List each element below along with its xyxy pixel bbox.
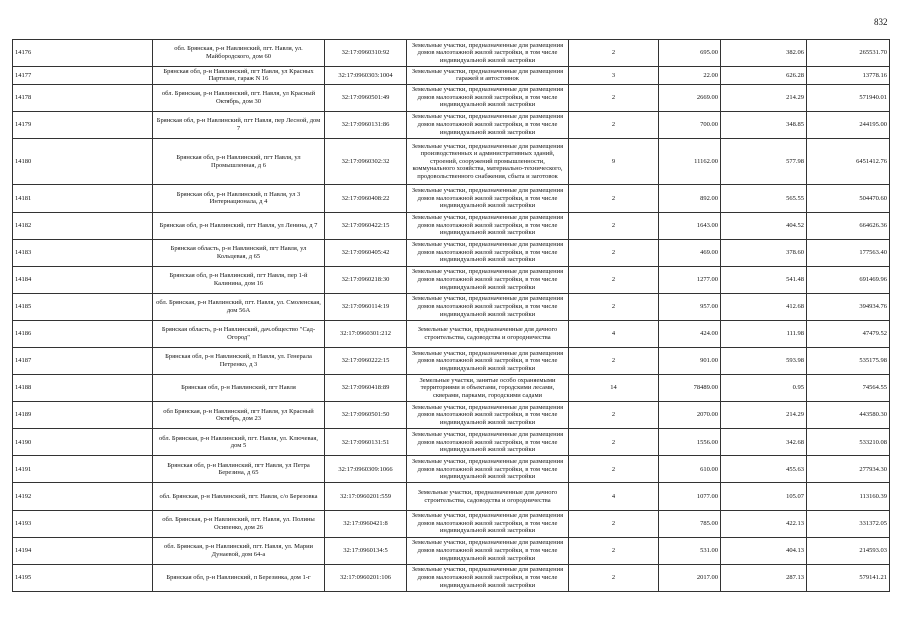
table-row: [13, 40, 890, 67]
address-cell: Брянская обл, р-н Навлинский, пгт Навля, ул Красных Партизан, гараж N 16: [153, 67, 325, 85]
cadastral-number-cell: 32:17:0960134:5: [325, 537, 407, 564]
row-number-cell: 14183: [13, 239, 153, 266]
land-use-cell: Земельные участки, предназначенные для размещения домов малоэтажной жилой застройки, в том числе индивидуальной жилой застройки: [407, 293, 569, 320]
area-cell: 1077.00: [659, 483, 721, 510]
cadastral-value-cell: 664626.36: [807, 212, 890, 239]
address-cell: Брянская обл, р-н Навлинский, пгт Навля, ул Промышленная, д 6: [153, 138, 325, 185]
group-cell: 14: [569, 375, 659, 402]
group-cell: 2: [569, 564, 659, 591]
group-cell: 2: [569, 84, 659, 111]
address-cell: Брянская обл, р-н Навлинский, пгт Навля, пер Лесной, дом 7: [153, 111, 325, 138]
cadastral-value-cell: 6451412.76: [807, 138, 890, 185]
group-cell: 4: [569, 320, 659, 347]
row-number-cell: 14193: [13, 510, 153, 537]
area-cell: 700.00: [659, 111, 721, 138]
address-cell: Брянская обл, р-н Навлинский, п Березинка, дом 1-г: [153, 564, 325, 591]
area-cell: 957.00: [659, 293, 721, 320]
cadastral-number-cell: 32:17:0960114:19: [325, 293, 407, 320]
table-row: [13, 266, 890, 293]
cadastral-value-cell: 13778.16: [807, 67, 890, 85]
area-cell: 785.00: [659, 510, 721, 537]
cadastral-number-cell: 32:17:0960422:15: [325, 212, 407, 239]
table-row: [13, 239, 890, 266]
land-use-cell: Земельные участки, предназначенные для размещения домов малоэтажной жилой застройки, в том числе индивидуальной жилой застройки: [407, 185, 569, 212]
table-row: [13, 293, 890, 320]
area-cell: 2070.00: [659, 402, 721, 429]
address-cell: Брянская обл, р-н Навлинский, пгт Навля, ул Ленина, д 7: [153, 212, 325, 239]
area-cell: 892.00: [659, 185, 721, 212]
group-cell: 2: [569, 429, 659, 456]
table-row: [13, 375, 890, 402]
cadastral-number-cell: 32:17:0960301:212: [325, 320, 407, 347]
row-number-cell: 14186: [13, 320, 153, 347]
specific-value-cell: 214.29: [721, 84, 807, 111]
table-row: [13, 84, 890, 111]
group-cell: 3: [569, 67, 659, 85]
cadastral-value-cell: 265531.70: [807, 40, 890, 67]
group-cell: 2: [569, 293, 659, 320]
row-number-cell: 14178: [13, 84, 153, 111]
specific-value-cell: 0.95: [721, 375, 807, 402]
address-cell: Брянская обл, р-н Навлинский, пгт Навля: [153, 375, 325, 402]
table-row: [13, 138, 890, 185]
specific-value-cell: 626.28: [721, 67, 807, 85]
table-row: [13, 402, 890, 429]
row-number-cell: 14187: [13, 348, 153, 375]
cadastral-number-cell: 32:17:0960131:86: [325, 111, 407, 138]
cadastral-number-cell: 32:17:0960131:51: [325, 429, 407, 456]
table-row: [13, 537, 890, 564]
specific-value-cell: 541.48: [721, 266, 807, 293]
specific-value-cell: 378.60: [721, 239, 807, 266]
specific-value-cell: 404.52: [721, 212, 807, 239]
group-cell: 2: [569, 111, 659, 138]
cadastral-number-cell: 32:17:0960408:22: [325, 185, 407, 212]
cadastral-number-cell: 32:17:0960218:30: [325, 266, 407, 293]
area-cell: 78489.00: [659, 375, 721, 402]
address-cell: обл. Брянская, р-н Навлинский, пгт. Навля, ул. Марии Дунаевой, дом 64-а: [153, 537, 325, 564]
table-row: [13, 483, 890, 510]
row-number-cell: 14188: [13, 375, 153, 402]
row-number-cell: 14195: [13, 564, 153, 591]
area-cell: 1643.00: [659, 212, 721, 239]
cadastral-value-cell: 113160.39: [807, 483, 890, 510]
land-use-cell: Земельные участки, предназначенные для размещения домов малоэтажной жилой застройки, в том числе индивидуальной жилой застройки: [407, 212, 569, 239]
specific-value-cell: 404.13: [721, 537, 807, 564]
address-cell: обл. Брянская, р-н Навлинский, пгт. Навля, ул. Смоленская, дом 56А: [153, 293, 325, 320]
specific-value-cell: 105.07: [721, 483, 807, 510]
row-number-cell: 14192: [13, 483, 153, 510]
group-cell: 4: [569, 483, 659, 510]
cadastral-value-cell: 177563.40: [807, 239, 890, 266]
specific-value-cell: 348.85: [721, 111, 807, 138]
area-cell: 901.00: [659, 348, 721, 375]
row-number-cell: 14194: [13, 537, 153, 564]
cadastral-value-cell: 47479.52: [807, 320, 890, 347]
row-number-cell: 14177: [13, 67, 153, 85]
address-cell: обл Брянская, р-н Навлинский, пгт Навля, ул Красный Октябрь, дом 23: [153, 402, 325, 429]
specific-value-cell: 111.98: [721, 320, 807, 347]
cadastral-value-cell: 331372.05: [807, 510, 890, 537]
cadastral-value-table: [12, 39, 890, 592]
area-cell: 2017.00: [659, 564, 721, 591]
address-cell: Брянская область, р-н Навлинский, пгт Навля, ул Кольцевая, д 65: [153, 239, 325, 266]
area-cell: 610.00: [659, 456, 721, 483]
cadastral-number-cell: 32:17:0960309:1066: [325, 456, 407, 483]
row-number-cell: 14184: [13, 266, 153, 293]
specific-value-cell: 214.29: [721, 402, 807, 429]
specific-value-cell: 577.98: [721, 138, 807, 185]
area-cell: 424.00: [659, 320, 721, 347]
land-use-cell: Земельные участки, предназначенные для размещения домов малоэтажной жилой застройки, в том числе индивидуальной жилой застройки: [407, 537, 569, 564]
cadastral-number-cell: 32:17:0960201:559: [325, 483, 407, 510]
group-cell: 2: [569, 40, 659, 67]
cadastral-value-cell: 504470.60: [807, 185, 890, 212]
table-row: [13, 67, 890, 85]
group-cell: 9: [569, 138, 659, 185]
land-use-cell: Земельные участки, предназначенные для размещения домов малоэтажной жилой застройки, в том числе индивидуальной жилой застройки: [407, 456, 569, 483]
table-row: [13, 429, 890, 456]
table-row: [13, 456, 890, 483]
table-row: [13, 185, 890, 212]
address-cell: Брянская обл, р-н Навлинский, п Навля, ул. Генерала Петренко, д 3: [153, 348, 325, 375]
cadastral-value-cell: 535175.98: [807, 348, 890, 375]
address-cell: обл. Брянская, р-н Навлинский, пгт. Навля, ул. Полины Осипенко, дом 26: [153, 510, 325, 537]
address-cell: Брянская обл, р-н Навлинский, п Навля, ул 3 Интернационала, д 4: [153, 185, 325, 212]
cadastral-value-cell: 443580.30: [807, 402, 890, 429]
cadastral-value-cell: 691469.96: [807, 266, 890, 293]
specific-value-cell: 342.68: [721, 429, 807, 456]
area-cell: 1556.00: [659, 429, 721, 456]
land-use-cell: Земельные участки, предназначенные для размещения производственных и административных зданий, строений, сооружений промышленности, коммунального хозяйства, материально-технического, продовольственного снабжения, сбыта и заготовок: [407, 138, 569, 185]
cadastral-number-cell: 32:17:0960201:106: [325, 564, 407, 591]
row-number-cell: 14191: [13, 456, 153, 483]
cadastral-value-cell: 533210.08: [807, 429, 890, 456]
table-row: [13, 348, 890, 375]
table-row: [13, 564, 890, 591]
group-cell: 2: [569, 239, 659, 266]
specific-value-cell: 565.55: [721, 185, 807, 212]
area-cell: 2669.00: [659, 84, 721, 111]
cadastral-value-cell: 244195.00: [807, 111, 890, 138]
row-number-cell: 14182: [13, 212, 153, 239]
area-cell: 22.00: [659, 67, 721, 85]
group-cell: 2: [569, 266, 659, 293]
address-cell: обл. Брянская, р-н Навлинский, пгт. Навля, ул. Ключевая, дом 5: [153, 429, 325, 456]
specific-value-cell: 455.63: [721, 456, 807, 483]
cadastral-number-cell: 32:17:0960222:15: [325, 348, 407, 375]
cadastral-value-cell: 394934.76: [807, 293, 890, 320]
address-cell: обл. Брянская, р-н Навлинский, пгт. Навля, ул Красный Октябрь, дом 30: [153, 84, 325, 111]
group-cell: 2: [569, 185, 659, 212]
group-cell: 2: [569, 510, 659, 537]
row-number-cell: 14180: [13, 138, 153, 185]
address-cell: Брянская обл, р-н Навлинский, пгт Навля, ул Петра Березина, д 65: [153, 456, 325, 483]
land-use-cell: Земельные участки, предназначенные для размещения гаражей и автостоянок: [407, 67, 569, 85]
table-row: [13, 212, 890, 239]
row-number-cell: 14189: [13, 402, 153, 429]
table-row: [13, 320, 890, 347]
group-cell: 2: [569, 537, 659, 564]
land-use-cell: Земельные участки, предназначенные для размещения домов малоэтажной жилой застройки, в том числе индивидуальной жилой застройки: [407, 564, 569, 591]
cadastral-value-cell: 214593.03: [807, 537, 890, 564]
land-use-cell: Земельные участки, предназначенные для размещения домов малоэтажной жилой застройки, в том числе индивидуальной жилой застройки: [407, 40, 569, 67]
specific-value-cell: 382.06: [721, 40, 807, 67]
cadastral-number-cell: 32:17:0960310:92: [325, 40, 407, 67]
land-use-cell: Земельные участки, предназначенные для размещения домов малоэтажной жилой застройки, в том числе индивидуальной жилой застройки: [407, 239, 569, 266]
cadastral-value-cell: 74564.55: [807, 375, 890, 402]
land-use-cell: Земельные участки, предназначенные для размещения домов малоэтажной жилой застройки, в том числе индивидуальной жилой застройки: [407, 348, 569, 375]
land-use-cell: Земельные участки, занятые особо охраняемыми территориями и объектами, городскими лесами, скверами, парками, городскими садами: [407, 375, 569, 402]
specific-value-cell: 287.13: [721, 564, 807, 591]
area-cell: 1277.00: [659, 266, 721, 293]
row-number-cell: 14185: [13, 293, 153, 320]
group-cell: 2: [569, 402, 659, 429]
group-cell: 2: [569, 456, 659, 483]
specific-value-cell: 412.68: [721, 293, 807, 320]
address-cell: обл. Брянская, р-н Навлинский, пгт. Навля, с/о Березовка: [153, 483, 325, 510]
address-cell: обл. Брянская, р-н Навлинский, пгт. Навля, ул. Майбородского, дом 60: [153, 40, 325, 67]
row-number-cell: 14176: [13, 40, 153, 67]
area-cell: 531.00: [659, 537, 721, 564]
land-use-cell: Земельные участки, предназначенные для размещения домов малоэтажной жилой застройки, в том числе индивидуальной жилой застройки: [407, 84, 569, 111]
cadastral-value-cell: 571940.01: [807, 84, 890, 111]
land-use-cell: Земельные участки, предназначенные для размещения домов малоэтажной жилой застройки, в том числе индивидуальной жилой застройки: [407, 266, 569, 293]
area-cell: 11162.00: [659, 138, 721, 185]
land-use-cell: Земельные участки, предназначенные для размещения домов малоэтажной жилой застройки, в том числе индивидуальной жилой застройки: [407, 510, 569, 537]
row-number-cell: 14190: [13, 429, 153, 456]
row-number-cell: 14179: [13, 111, 153, 138]
cadastral-number-cell: 32:17:0960501:49: [325, 84, 407, 111]
area-cell: 695.00: [659, 40, 721, 67]
address-cell: Брянская область, р-н Навлинский, дач.общество "Сад-Огород": [153, 320, 325, 347]
table-row: [13, 510, 890, 537]
cadastral-number-cell: 32:17:0960405:42: [325, 239, 407, 266]
table-body: [13, 40, 890, 592]
cadastral-value-cell: 579141.21: [807, 564, 890, 591]
specific-value-cell: 422.13: [721, 510, 807, 537]
specific-value-cell: 593.98: [721, 348, 807, 375]
cadastral-number-cell: 32:17:0960303:1004: [325, 67, 407, 85]
group-cell: 2: [569, 348, 659, 375]
land-use-cell: Земельные участки, предназначенные для размещения домов малоэтажной жилой застройки, в том числе индивидуальной жилой застройки: [407, 402, 569, 429]
cadastral-number-cell: 32:17:0960501:50: [325, 402, 407, 429]
cadastral-number-cell: 32:17:0960302:32: [325, 138, 407, 185]
group-cell: 2: [569, 212, 659, 239]
land-use-cell: Земельные участки, предназначенные для дачного строительства, садоводства и огородничества: [407, 483, 569, 510]
area-cell: 469.00: [659, 239, 721, 266]
land-use-cell: Земельные участки, предназначенные для размещения домов малоэтажной жилой застройки, в том числе индивидуальной жилой застройки: [407, 429, 569, 456]
land-use-cell: Земельные участки, предназначенные для размещения домов малоэтажной жилой застройки, в том числе индивидуальной жилой застройки: [407, 111, 569, 138]
cadastral-value-cell: 277934.30: [807, 456, 890, 483]
address-cell: Брянская обл, р-н Навлинский, пгт Навля, пер 1-й Калинина, дом 16: [153, 266, 325, 293]
cadastral-number-cell: 32:17:0960421:8: [325, 510, 407, 537]
row-number-cell: 14181: [13, 185, 153, 212]
cadastral-number-cell: 32:17:0960418:89: [325, 375, 407, 402]
land-use-cell: Земельные участки, предназначенные для дачного строительства, садоводства и огородничества: [407, 320, 569, 347]
page-number: 832: [874, 17, 888, 27]
table-row: [13, 111, 890, 138]
